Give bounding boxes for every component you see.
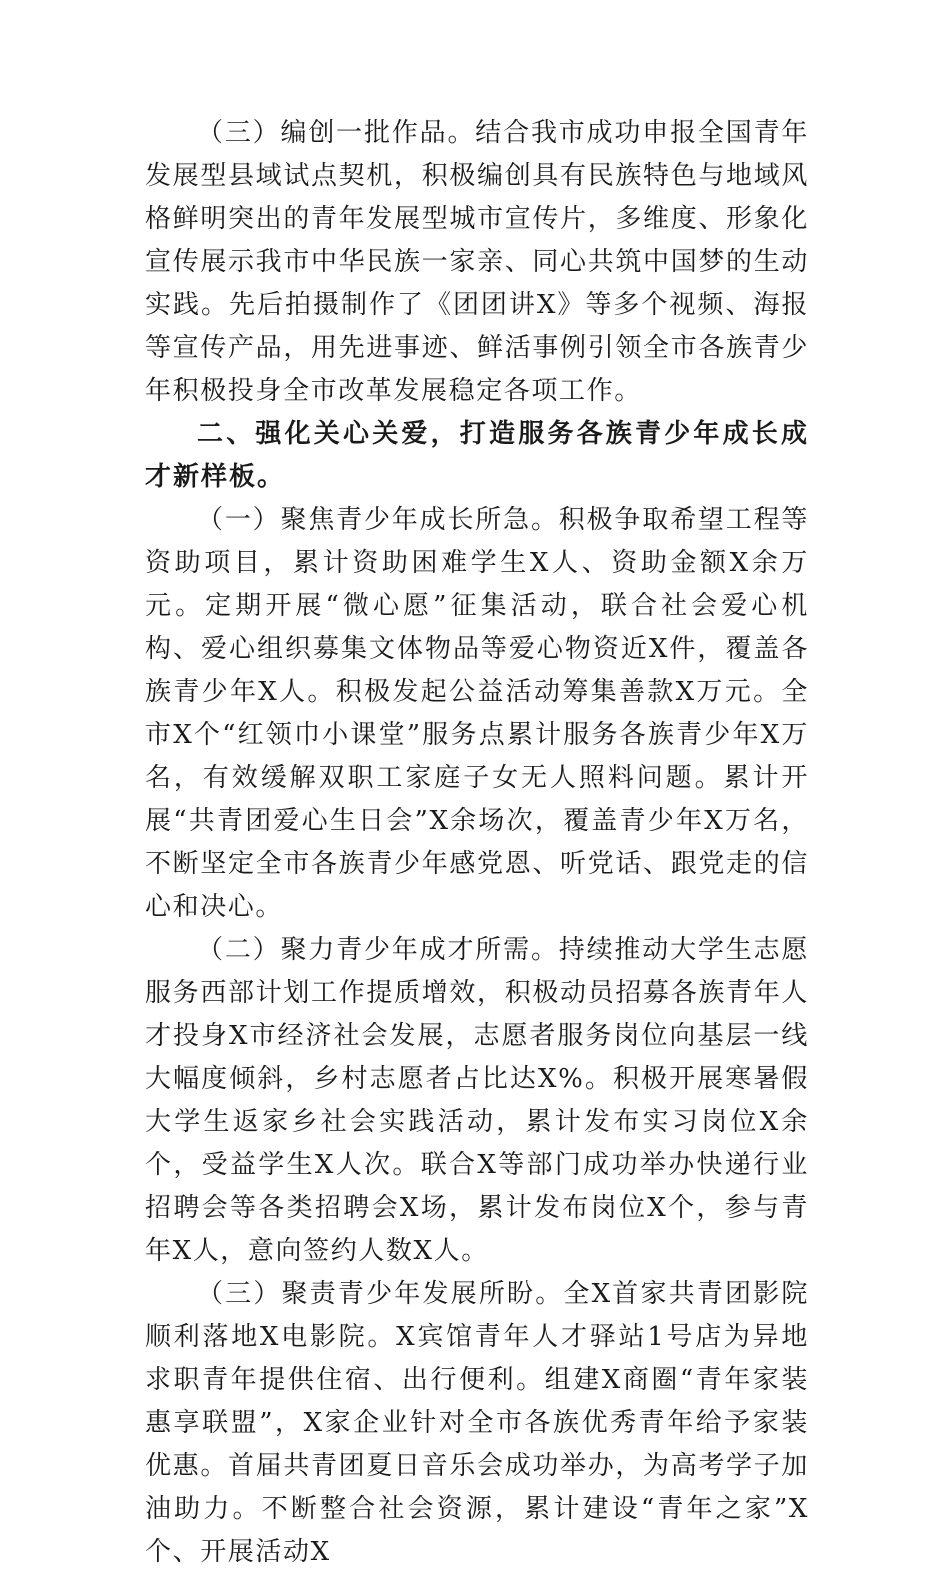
paragraph-growth-needs: （一）聚焦青少年成长所急。积极争取希望工程等资助项目，累计资助困难学生X人、资助金额X余万元。定期开展“微心愿”征集活动，联合社会爱心机构、爱心组织募集文体物品等爱心物资近X件，覆盖各族青少年X人。积极发起公益活动筹集善款X万元。全市X个“红领巾小课堂”服务点累计服务各族青少年X万名，有效缓解双职工家庭子女无人照料问题。累计开展“共青团爱心生日会”X余场次，覆盖青少年X万名，不断坚定全市各族青少年感党恩、听党话、跟党走的信心和决心。 — [145, 505, 809, 922]
paragraph-talent-needs: （二）聚力青少年成才所需。持续推动大学生志愿服务西部计划工作提质增效，积极动员招募各族青年人才投身X市经济社会发展，志愿者服务岗位向基层一线大幅度倾斜，乡村志愿者占比达X%。积极开展寒暑假大学生返家乡社会实践活动，累计发布实习岗位X余个，受益学生X人次。联合X等部门成功举办快递行业招聘会等各类招聘会X场，累计发布岗位X个，参与青年X人，意向签约人数X人。 — [145, 935, 809, 1266]
paragraph-section-three-works: （三）编创一批作品。结合我市成功申报全国青年发展型县域试点契机，积极编创具有民族特色与地域风格鲜明突出的青年发展型城市宣传片，多维度、形象化宣传展示我市中华民族一家亲、同心共筑中国梦的生动实践。先后拍摄制作了《团团讲X》等多个视频、海报等宣传产品，用先进事迹、鲜活事例引领全市各族青少年积极投身全市改革发展稳定各项工作。 — [145, 118, 809, 406]
paragraph-development-hopes: （三）聚责青少年发展所盼。全X首家共青团影院顺利落地X电影院。X宾馆青年人才驿站1号店为异地求职青年提供住宿、出行便利。组建X商圈“青年家装惠享联盟”，X家企业针对全市各族优秀青年给予家装优惠。首届共青团夏日音乐会成功举办，为高考学子加油助力。不断整合社会资源，累计建设“青年之家”X个、开展活动X — [145, 1279, 809, 1567]
section-heading-two: 二、强化关心关爱，打造服务各族青少年成长成才新样板。 — [145, 419, 809, 492]
document-body — [145, 112, 809, 1574]
